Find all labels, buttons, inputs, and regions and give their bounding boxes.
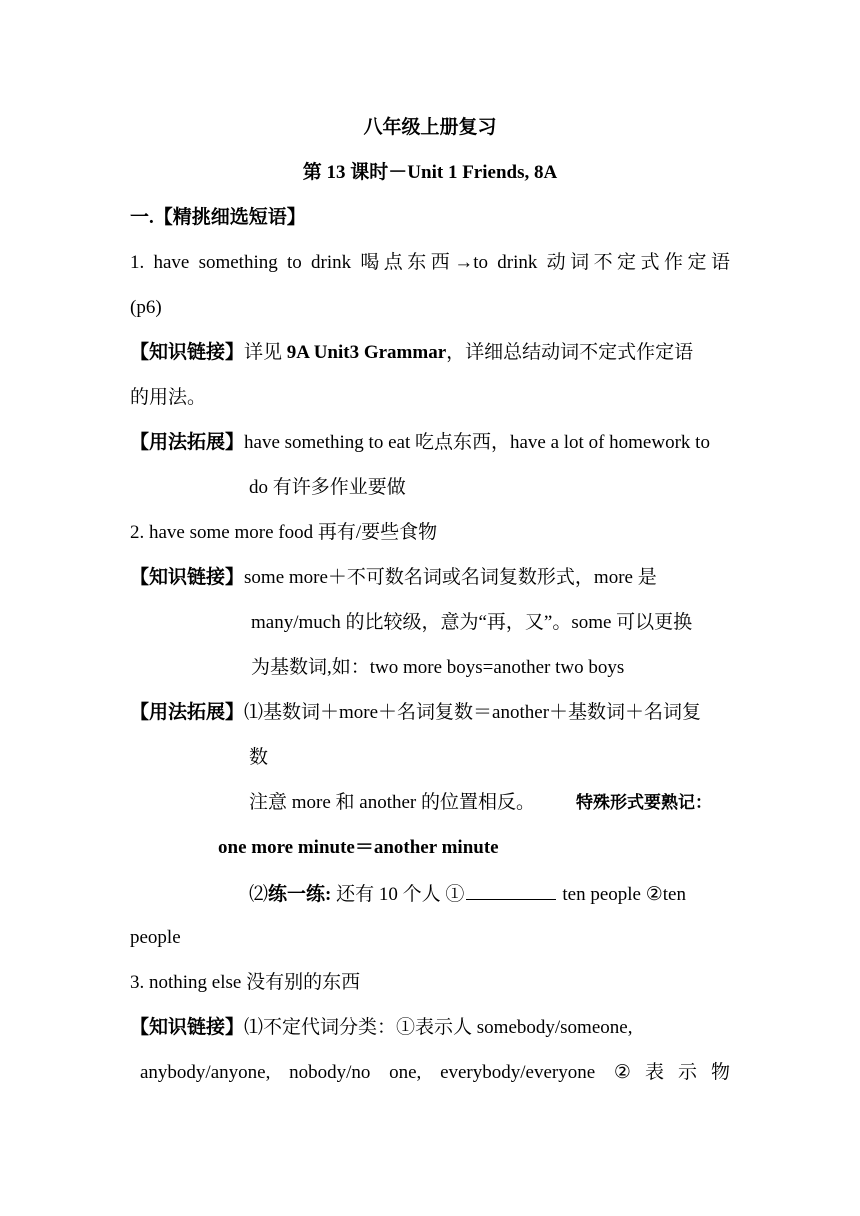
usage-extension-text: have something to eat 吃点东西，have a lot of homework to — [244, 432, 710, 453]
answer-blank[interactable] — [466, 881, 556, 900]
knowledge-link-label: 【知识链接】 — [130, 342, 245, 363]
item2-usage-extension — [130, 701, 701, 725]
practice-text: 还有 10 个人 ① — [331, 884, 465, 905]
practice-text-mid: ten people ②ten — [562, 884, 686, 905]
practice-label: 练一练: — [268, 884, 332, 905]
usage-extension-label: 【用法拓展】 — [130, 432, 245, 453]
special-form-note: 特殊形式要熟记： — [576, 793, 712, 813]
item2-line1: 2. have some more food 再有/要些食物 — [130, 522, 438, 543]
item1-knowledge-link-line2: 的用法。 — [130, 387, 207, 408]
practice-prefix: ⑵ — [249, 884, 269, 905]
knowledge-link-text: ⑴不定代词分类：①表示人 somebody/someone, — [244, 1017, 633, 1038]
item3-knowledge-link — [130, 1016, 730, 1040]
page-subtitle: 第 13 课时－Unit 1 Friends, 8A — [302, 162, 558, 183]
usage-extension-label: 【用法拓展】 — [130, 702, 245, 723]
knowledge-link-label: 【知识链接】 — [130, 1017, 245, 1038]
item3-knowledge-link-line2: anybody/anyone, nobody/no one, everybody/everyone ②表示物 — [140, 1062, 730, 1083]
page-title: 八年级上册复习 — [363, 117, 497, 138]
item2-knowledge-link-line3: 为基数词,如：two more boys=another two boys — [251, 657, 625, 678]
item2-practice-line2: people — [130, 927, 181, 948]
item2-knowledge-link — [130, 566, 657, 590]
item2-usage-extension-line2: 数 — [249, 747, 269, 768]
item3-line1: 3. nothing else 没有别的东西 — [130, 972, 361, 993]
item1-usage-extension-line2: do 有许多作业要做 — [249, 477, 406, 498]
item1-line1: 1. have something to drink 喝点东西→to drink 动词不定式作定语 — [130, 252, 730, 273]
knowledge-link-text: 详见 — [244, 342, 287, 363]
special-form-example: one more minute＝another minute — [218, 837, 499, 858]
section-heading: 一.【精挑细选短语】 — [130, 207, 306, 228]
item1-usage-extension — [130, 431, 710, 455]
item2-knowledge-link-line2: many/much 的比较级，意为“再，又”。some 可以更换 — [251, 612, 693, 633]
knowledge-link-label: 【知识链接】 — [130, 567, 245, 588]
item1-knowledge-link — [130, 341, 693, 365]
knowledge-link-text: some more＋不可数名词或名词复数形式，more 是 — [244, 567, 657, 588]
knowledge-link-ref: 9A Unit3 Grammar — [286, 342, 447, 363]
item1-line2: (p6) — [130, 297, 162, 318]
usage-extension-text: ⑴基数词＋more＋名词复数＝another＋基数词＋名词复 — [244, 702, 702, 723]
item2-usage-extension-line3: 注意 more 和 another 的位置相反。 — [249, 792, 536, 813]
knowledge-link-text-b: ，详细总结动词不定式作定语 — [446, 342, 694, 363]
item2-practice — [249, 881, 686, 907]
